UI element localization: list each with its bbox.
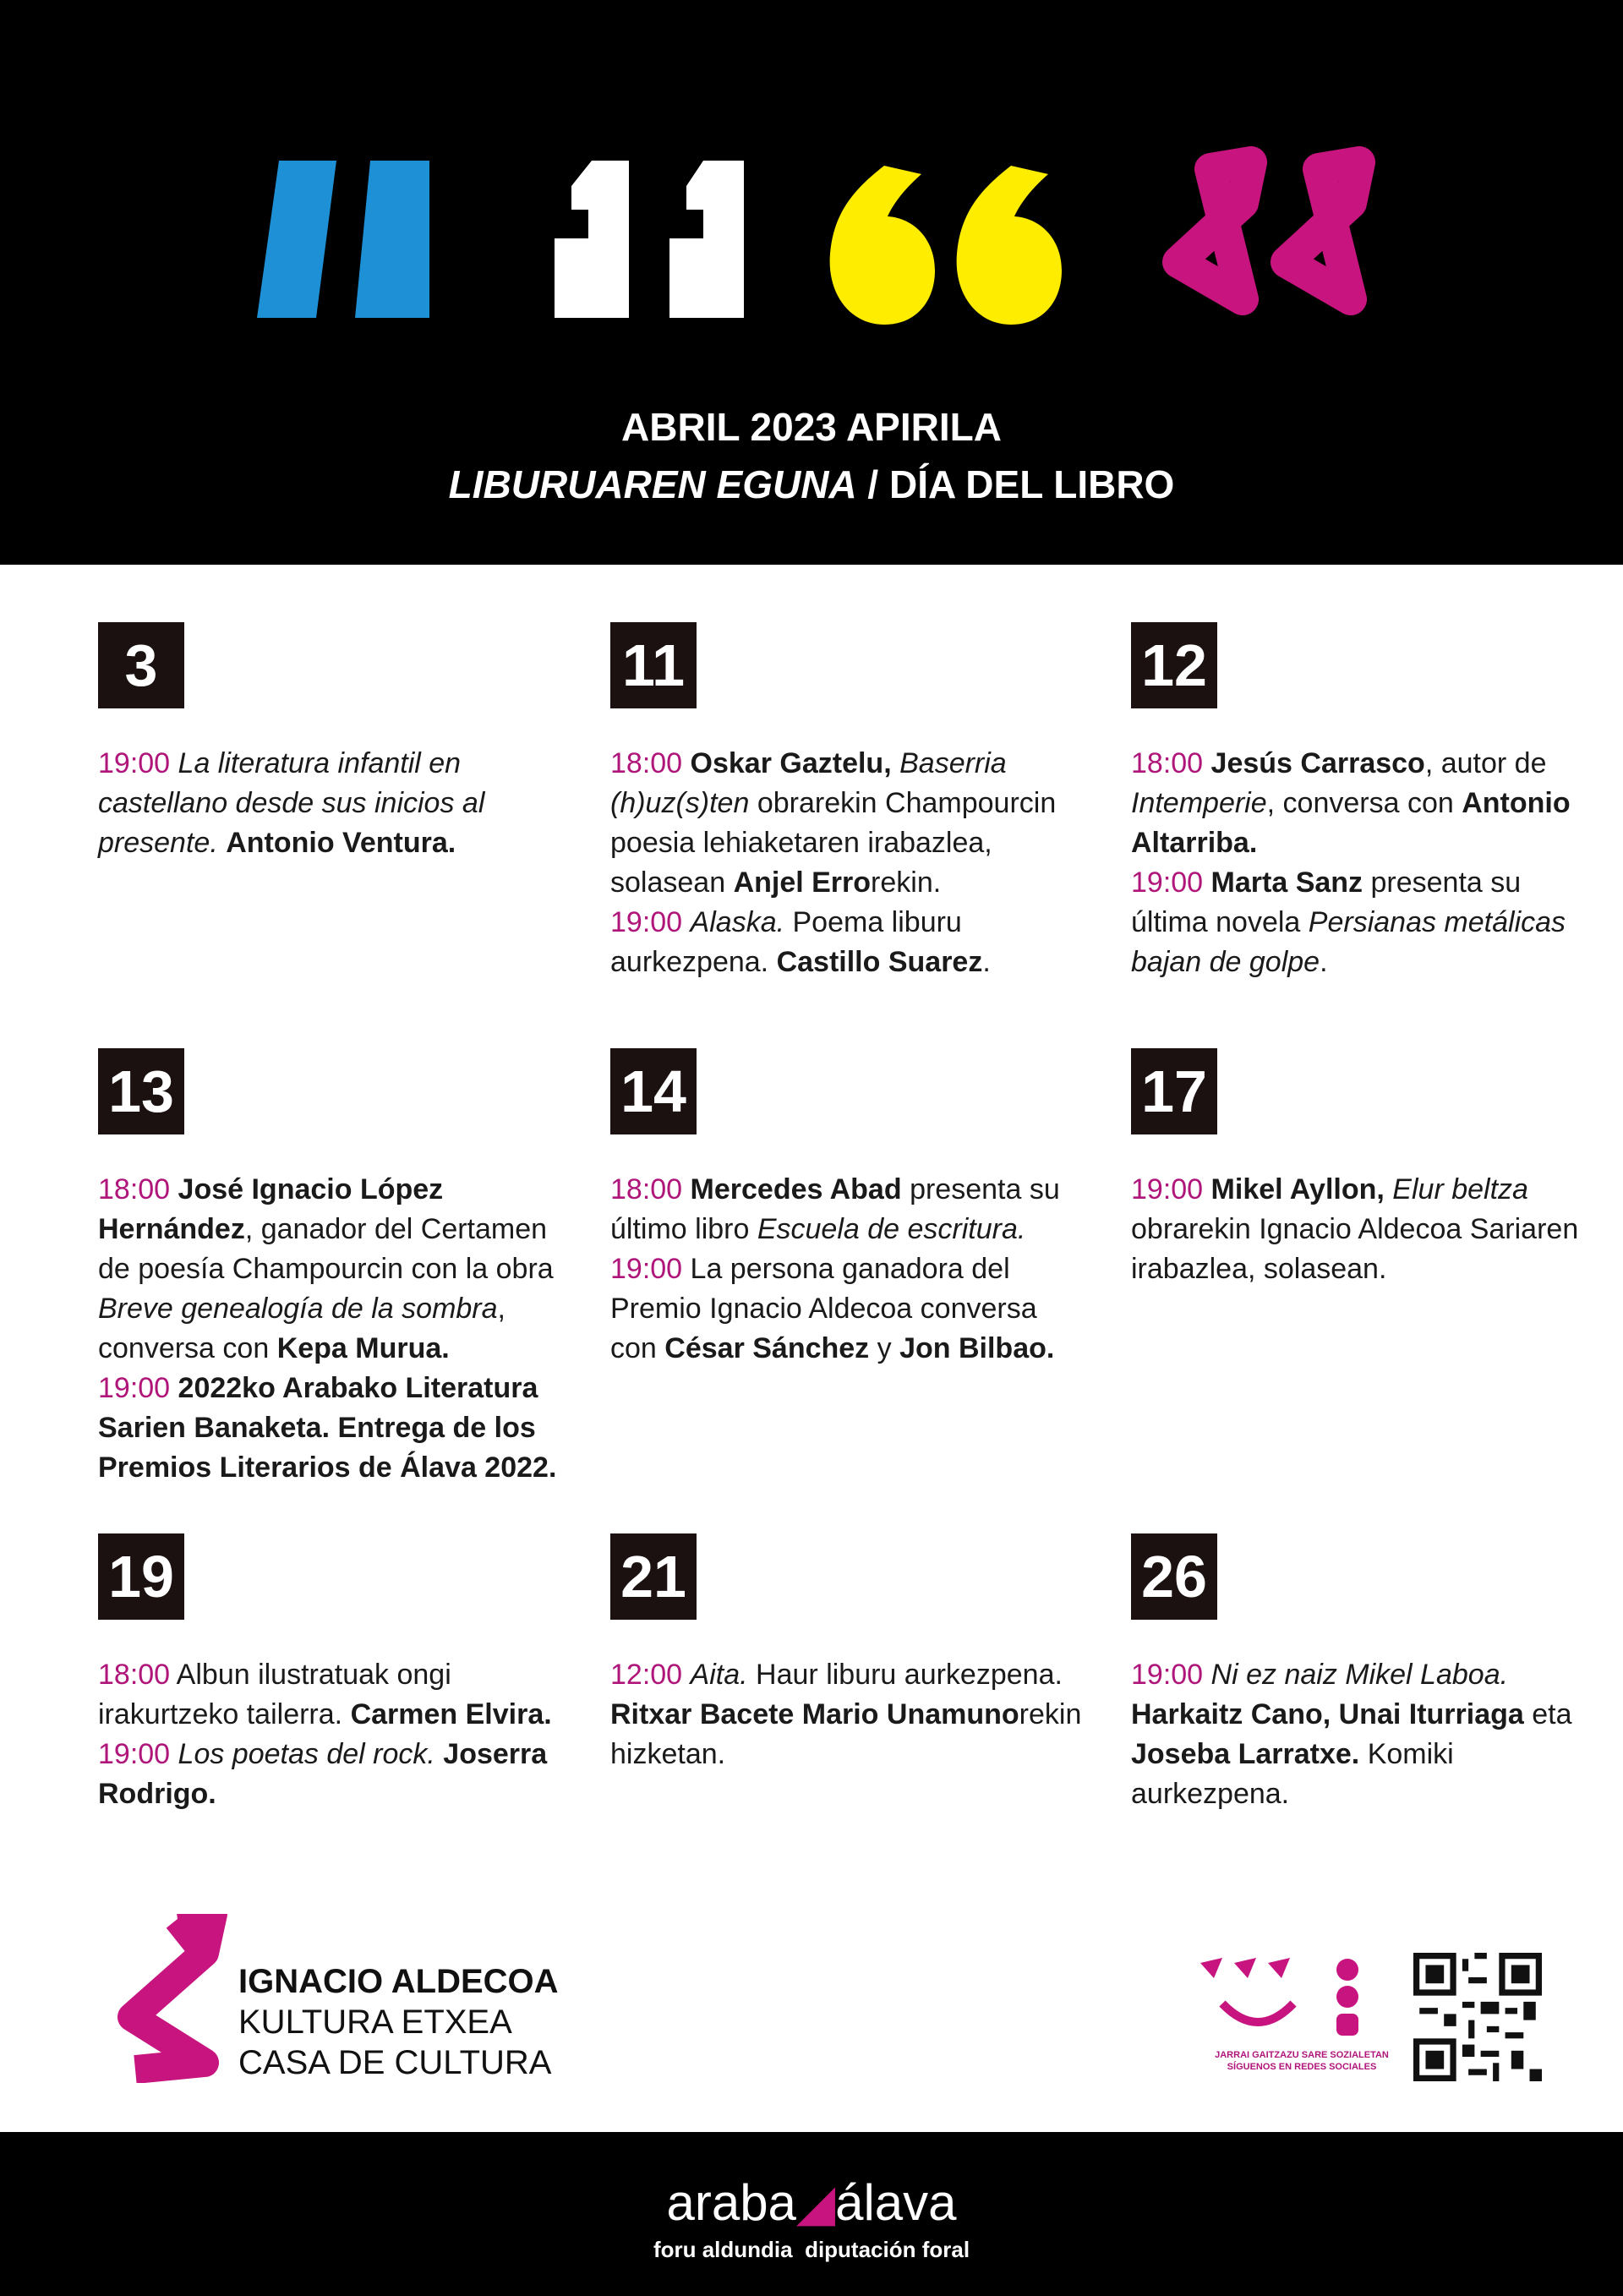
event-text: 18:00 Oskar Gaztelu, Baserria (h)uz(s)ten obrarekin Champourcin poesia lehiaketaren irabazlea, solasean Anjel Errorekin. 19:00 Alaska. Poema liburu aurkezpena. Castillo Suarez.: [610, 747, 1057, 978]
header-banner: [0, 0, 1623, 565]
day-number: 19: [98, 1533, 184, 1620]
subtitle-separator: /: [856, 462, 889, 506]
day-block-21: [610, 1533, 1151, 1774]
day-block-3: [98, 622, 639, 863]
page-subtitle: [0, 462, 1623, 507]
yellow-quote-icon-2: [957, 166, 1062, 325]
day-number: 14: [610, 1048, 697, 1134]
qr-code[interactable]: [1413, 1953, 1542, 2081]
event-text: 18:00 Albun ilustratuak ongi irakurtzeko tailerra. Carmen Elvira. 19:00 Los poetas del rock. Joserra Rodrigo.: [98, 1659, 552, 1810]
day-number: 11: [610, 622, 697, 708]
white-quote-icon-2: [669, 161, 744, 318]
araba-text: araba: [666, 2174, 796, 2231]
event-time: 18:00: [610, 1173, 683, 1205]
event-time: 19:00: [610, 1253, 683, 1285]
day-block-12: [1131, 622, 1623, 982]
event-time: 18:00: [98, 1659, 171, 1691]
culture-house-name: [238, 1961, 559, 2083]
event-time: 19:00: [98, 1738, 171, 1770]
blue-quote-icon: [257, 161, 336, 318]
day-block-13: [98, 1048, 639, 1488]
event-time: 18:00: [98, 1173, 171, 1205]
event-text: 19:00 Mikel Ayllon, Elur beltza obrarekin Ignacio Aldecoa Sariaren irabazlea, solasean.: [1131, 1173, 1579, 1285]
day-number: 12: [1131, 622, 1217, 708]
day-block-26: [1131, 1533, 1623, 1814]
ignacio-aldecoa-logo: [101, 1914, 228, 2083]
day-block-19: [98, 1533, 639, 1814]
white-quote-icon: [555, 161, 629, 318]
day-block-17: [1131, 1048, 1623, 1289]
day-number: 26: [1131, 1533, 1217, 1620]
event-time: 19:00: [610, 906, 683, 938]
blue-quote-icon-2: [355, 161, 429, 318]
event-text: 18:00 Jesús Carrasco, autor de Intemperie, conversa con Antonio Altarriba. 19:00 Marta Sanz presenta su última novela Persianas metálicas bajan de golpe.: [1131, 747, 1571, 978]
page-title: ABRIL 2023 APIRILA: [621, 405, 1002, 449]
day-block-14: [610, 1048, 1151, 1369]
event-text: 12:00 Aita. Haur liburu aurkezpena. Ritxar Bacete Mario Unamunorekin hizketan.: [610, 1659, 1082, 1770]
event-time: 18:00: [610, 747, 683, 779]
day-number: 17: [1131, 1048, 1217, 1134]
social-logo: [1197, 1953, 1403, 2046]
event-text: 18:00 José Ignacio López Hernández, ganador del Certamen de poesía Champourcin con la obra Breve genealogía de la sombra, conversa con Kepa Murua. 19:00 2022ko Arabako Literatura Sarien Banaketa. Entrega de los Premios Literarios de Álava 2022.: [98, 1173, 557, 1484]
day-number: 3: [98, 622, 184, 708]
cc-line2: KULTURA ETXEA: [238, 2004, 512, 2041]
event-time: 19:00: [1131, 1659, 1204, 1691]
day-number: 21: [610, 1533, 697, 1620]
day-block-11: [610, 622, 1151, 982]
instagram-icon: [1336, 2014, 1358, 2036]
event-time: 12:00: [610, 1659, 683, 1691]
magenta-aa-icon: [1178, 162, 1359, 299]
event-time: 19:00: [1131, 866, 1204, 899]
subtitle-spanish: DÍA DEL LIBRO: [889, 462, 1175, 506]
cc-line1: IGNACIO ALDECOA: [238, 1963, 559, 2000]
cc-line3: CASA DE CULTURA: [238, 2044, 552, 2081]
alava-text: álava: [835, 2174, 957, 2231]
event-time: 19:00: [1131, 1173, 1204, 1205]
event-time: 19:00: [98, 1372, 171, 1404]
event-text: 19:00 La literatura infantil en castellano desde sus inicios al presente. Antonio Ventura.: [98, 747, 485, 859]
yellow-quote-icon: [830, 166, 935, 325]
event-time: 19:00: [98, 747, 171, 779]
subtitle-basque: LIBURUAREN EGUNA: [448, 462, 857, 506]
araba-alava-logo: araba◢álava: [666, 2174, 957, 2231]
facebook-icon: [1336, 1986, 1358, 2008]
twitter-icon: [1336, 1959, 1358, 1981]
social-caption: JARRAI GAITZAZU SARE SOZIALETAN SÍGUENOS EN REDES SOCIALES: [1215, 2050, 1389, 2072]
event-text: 18:00 Mercedes Abad presenta su último libro Escuela de escritura. 19:00 La persona ganadora del Premio Ignacio Aldecoa conversa con César Sánchez y Jon Bilbao.: [610, 1173, 1060, 1364]
event-time: 18:00: [1131, 747, 1204, 779]
day-number: 13: [98, 1048, 184, 1134]
foru-aldundia-text: foru aldundia diputación foral: [653, 2237, 970, 2262]
event-text: 19:00 Ni ez naiz Mikel Laboa. Harkaitz Cano, Unai Iturriaga eta Joseba Larratxe. Komiki aurkezpena.: [1131, 1659, 1572, 1810]
